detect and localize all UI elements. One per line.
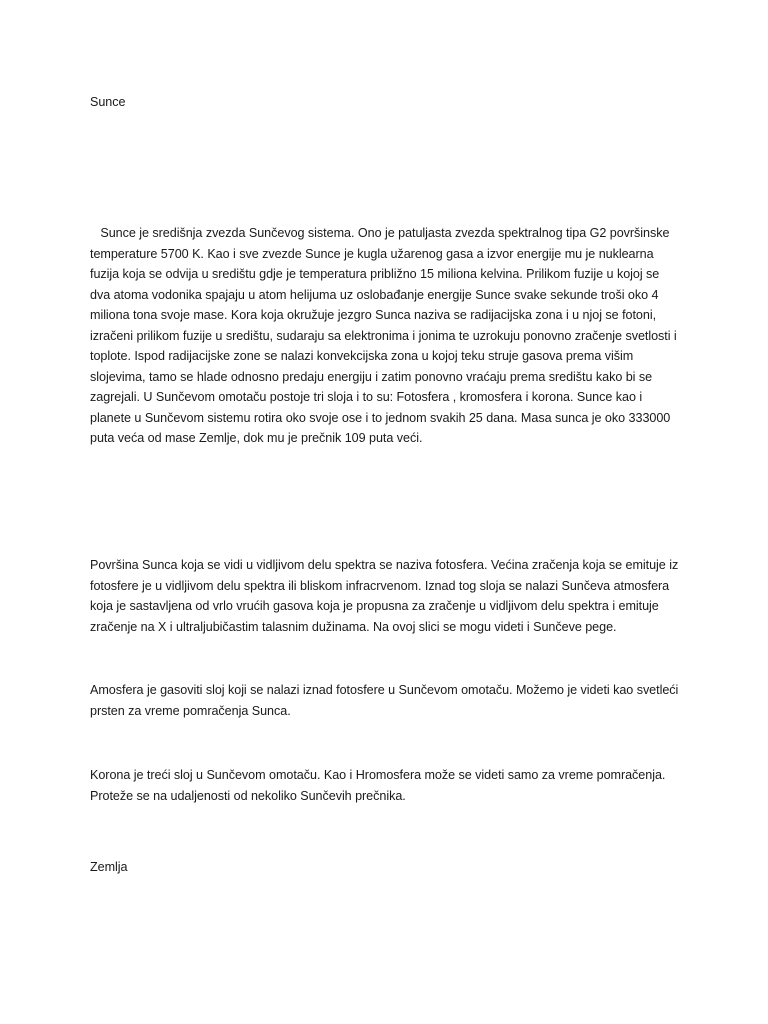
heading-sunce: Sunce bbox=[90, 95, 126, 109]
paragraph-sun-overview: Sunce je središnja zvezda Sunčevog sistema. Ono je patuljasta zvezda spektralnog tipa G2 površinske temperature 5700 K. Kao i sve zvezde Sunce je kugla užarenog gasa a izvor energije mu je nuklearna fuzija koja se odvija u središtu gdje je temperatura približno 15 miliona kelvina. Prilikom fuzije u kojoj se dva atoma vodonika spajaju u atom helijuma uz oslobađanje energije Sunce svake sekunde troši oko 4 miliona tona svoje mase. Kora koja okružuje jezgro Sunca naziva se radijacijska zona i u njoj se fotoni, izračeni prilikom fuzije u središtu, sudaraju sa elektronima i jonima te uzrokuju ponovno zračenje svetlosti i toplote. Ispod radijacijske zone se nalazi konvekcijska zona u kojoj teku struje gasova prema višim slojevima, tamo se hlade odnosno predaju energiju i zatim ponovno vraćaju prema središtu kako bi se zagrejali. U Sunčevom omotaču postoje tri sloja i to su: Fotosfera , kromosfera i korona. Sunce kao i planete u Sunčevom sistemu rotira oko svoje ose i to jednom svakih 25 dana. Masa sunca je oko 333000 puta veća od mase Zemlje, dok mu je prečnik 109 puta veći. bbox=[90, 226, 681, 445]
heading-zemlja: Zemlja bbox=[90, 860, 128, 874]
paragraph-atmosphere: Amosfera je gasoviti sloj koji se nalazi iznad fotosfere u Sunčevom omotaču. Možemo je videti kao svetleći prsten za vreme pomračenja Sunca. bbox=[90, 683, 679, 718]
paragraph-photosphere: Površina Sunca koja se vidi u vidljivom delu spektra se naziva fotosfera. Većina zračenja koja se emituje iz fotosfere je u vidljivom delu spektra ili bliskom infracrvenom. Iznad tog sloja se nalazi Sunčeva atmosfera koja je sastavljena od vrlo vrućih gasova koja je propusna za zračenje u vidljivom delu spektra i emituje zračenje na X i ultraljubičastim talasnim dužinama. Na ovoj slici se mogu videti i Sunčeve pege. bbox=[90, 558, 679, 634]
paragraph-corona: Korona je treći sloj u Sunčevom omotaču. Kao i Hromosfera može se videti samo za vreme pomračenja. Proteže se na udaljenosti od nekoliko Sunčevih prečnika. bbox=[90, 768, 666, 803]
